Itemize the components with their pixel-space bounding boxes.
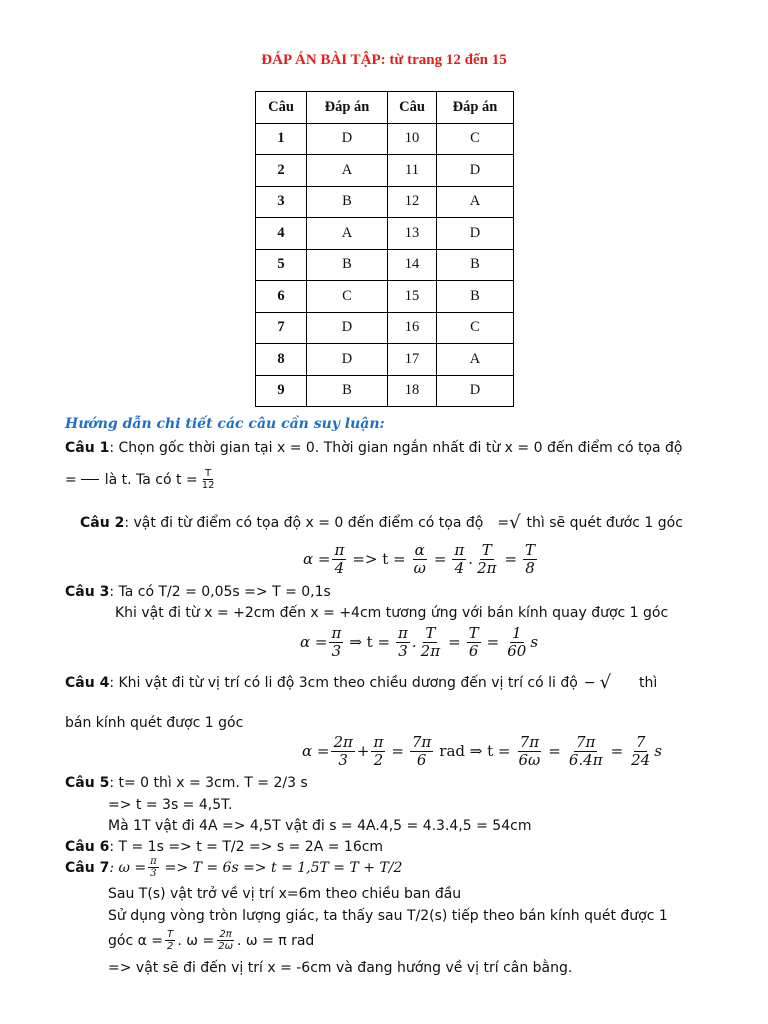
q4-frac-2 [371,734,385,768]
q4-frac-3-den: 6 [416,750,427,769]
q4-line1 [65,672,657,693]
q4-frac-1 [331,734,354,768]
q3-eq-op-1: ⇒ t = [349,633,391,651]
q4-frac-4-num: 7π [519,733,540,751]
q2-frac-1-den: 4 [334,558,345,577]
q1-text: : Chọn gốc thời gian tại x = 0. Thời gian ngắn nhất đi từ x = 0 đến điểm có tọa độ [109,440,683,456]
q3-frac-2-num: π [398,624,408,642]
q4-eq-alpha: α = [302,742,330,760]
q2-equation [303,542,539,576]
q7-l4-frac-1-den: 2 [167,941,174,952]
header-cau-2: Câu [388,92,437,124]
q7-eq-a: : ω = [109,859,147,876]
cell-dap-an: D [307,312,388,344]
cell-dap-an: D [437,218,514,250]
q3-frac-1 [329,625,343,659]
q7-line4-c: . ω = π rad [236,932,315,949]
cell-dap-an: B [307,375,388,407]
cell-cau-number: 16 [388,312,437,344]
q4-frac-1-num: 2π [333,733,353,751]
q7-line4-b: . ω = [177,932,215,949]
answer-table-body [256,123,514,407]
q3-frac-2-den: 3 [398,641,408,660]
q7-line4-a: góc α = [108,932,164,949]
q4-frac-4-den: 6ω [518,750,541,769]
q2-frac-1-num: π [334,541,345,559]
q1-line2-text: là t. Ta có t = [104,471,198,488]
table-row [256,123,514,155]
q1-fraction-stub [81,479,99,480]
cell-cau-number: 17 [388,344,437,376]
q2-frac-5-num: T [525,541,536,559]
q3-frac-4 [467,625,481,659]
cell-dap-an: A [307,218,388,250]
q5-line2: => t = 3s = 4,5T. [108,797,233,813]
guide-heading: Hướng dẫn chi tiết các câu cần suy luận: [65,416,385,432]
q3-frac-5-den: 60 [507,641,527,660]
table-row [256,155,514,187]
q5-line3: Mà 1T vật đi 4A => 4,5T vật đi s = 4A.4,5 = 4.3.4,5 = 54cm [108,818,532,834]
cell-cau-number: 2 [256,155,307,187]
q7-l4-frac-2-num: 2π [219,929,232,940]
q2-frac-3-den: 4 [454,558,465,577]
q3-frac-3-num: T [425,624,436,642]
page-title: ĐÁP ÁN BÀI TẬP: từ trang 12 đến 15 [261,52,507,68]
q2-equals-glyph: = [497,514,510,531]
cell-dap-an: A [307,155,388,187]
cell-dap-an: B [307,186,388,218]
q3-eq-alpha: α = [300,633,328,651]
cell-dap-an: C [307,281,388,313]
q7-l4-frac-1 [165,929,175,952]
cell-cau-number: 14 [388,249,437,281]
q2-frac-2-num: α [414,541,425,559]
q1-equals-glyph: = [65,471,77,488]
q6-line1 [65,839,383,855]
table-row [256,218,514,250]
q7-line4 [108,929,314,952]
cell-dap-an: A [437,186,514,218]
q4-frac-5 [567,734,605,768]
header-dap-an-2: Đáp án [437,92,514,124]
q4-text: : Khi vật đi từ vị trí có li độ 3cm theo chiều dương đến vị trí có li độ [109,674,578,691]
q4-eq-unit: s [654,742,662,760]
q3-frac-5 [505,625,528,659]
q2-frac-4-num: T [481,541,492,559]
q4-minus-glyph: − [583,674,596,691]
q2-text-end: thì sẽ quét đước 1 góc [526,514,683,531]
q7-frac [148,856,159,879]
q7-line1 [65,856,402,879]
q4-frac-5-den: 6.4π [568,750,603,769]
q2-sqrt-glyph: √ [509,512,521,533]
header-dap-an-1: Đáp án [307,92,388,124]
q6-text: : T = 1s => t = T/2 => s = 2A = 16cm [109,839,384,855]
q3-frac-3 [419,625,442,659]
q4-label: Câu 4 [65,674,110,691]
cell-cau-number: 6 [256,281,307,313]
q4-frac-6-num: 7 [635,733,646,751]
cell-cau-number: 3 [256,186,307,218]
q4-frac-5-num: 7π [576,733,596,751]
cell-dap-an: A [437,344,514,376]
q7-line3: Sử dụng vòng tròn lượng giác, ta thấy sau T/2(s) tiếp theo bán kính quét được 1 [108,908,668,924]
q3-frac-1-num: π [331,624,342,642]
q4-frac-6 [629,734,652,768]
q4-eq-rad: rad ⇒ t = [439,742,511,760]
cell-cau-number: 13 [388,218,437,250]
q3-eq-dot: . [411,633,417,651]
cell-dap-an: B [437,281,514,313]
q3-frac-4-den: 6 [468,641,479,660]
q4-frac-2-num: π [373,733,384,751]
q4-sqrt-glyph: √ [599,672,612,693]
q2-line1 [80,512,683,533]
q2-frac-5-den: 8 [525,558,535,577]
q1-line2 [65,468,218,491]
cell-dap-an: D [437,375,514,407]
q1-frac-num: T [205,468,212,479]
q3-frac-3-den: 2π [420,641,441,660]
cell-cau-number: 4 [256,218,307,250]
q7-label: Câu 7 [65,859,110,876]
q3-text: : Ta có T/2 = 0,05s => T = 0,1s [109,584,331,600]
q7-line5: => vật sẽ đi đến vị trí x = -6cm và đang hướng về vị trí cân bằng. [108,960,573,976]
q2-frac-4-den: 2π [477,558,497,577]
q1-line1 [65,440,683,456]
q3-equation [300,625,538,659]
q1-label: Câu 1 [65,440,110,456]
q4-eq-op-3: = [610,742,624,760]
header-cau-1: Câu [256,92,307,124]
table-row [256,375,514,407]
table-row [256,249,514,281]
cell-cau-number: 15 [388,281,437,313]
cell-cau-number: 18 [388,375,437,407]
cell-cau-number: 8 [256,344,307,376]
cell-dap-an: D [307,344,388,376]
table-row [256,312,514,344]
table-row [256,281,514,313]
q3-frac-1-den: 3 [331,641,342,660]
cell-cau-number: 10 [388,123,437,155]
q5-line1 [65,775,308,791]
q2-frac-1 [332,542,346,576]
q4-frac-4 [516,734,542,768]
table-row [256,344,514,376]
q7-l4-frac-2 [216,929,235,952]
q1-fraction [200,468,217,491]
q2-text: : vật đi từ điểm có tọa độ x = 0 đến điểm có tọa độ [124,514,484,531]
q7-l4-frac-2-den: 2ω [218,941,233,952]
cell-cau-number: 12 [388,186,437,218]
cell-cau-number: 7 [256,312,307,344]
q7-eq-b: => T = 6s => t = 1,5T = T + T/2 [164,859,403,876]
q3-frac-4-num: T [468,624,479,642]
q5-label: Câu 5 [65,775,110,791]
q3-eq-op-2: = [448,633,461,651]
cell-cau-number: 5 [256,249,307,281]
cell-dap-an: D [307,123,388,155]
q2-frac-2 [412,542,428,576]
q3-eq-unit: s [530,633,539,651]
q4-tail: thì [639,674,658,691]
table-header-row [256,92,514,124]
q2-eq-dot: . [468,550,474,568]
q2-eq-op-1: => t = [352,550,406,568]
q2-eq-op-2: = [433,550,447,568]
cell-dap-an: C [437,312,514,344]
q3-line2: Khi vật đi từ x = +2cm đến x = +4cm tương ứng với bán kính quay được 1 góc [115,605,669,621]
q4-line2: bán kính quét được 1 góc [65,715,244,731]
cell-cau-number: 9 [256,375,307,407]
q3-frac-2 [396,625,410,659]
q4-eq-op-1: = [391,742,404,760]
q2-frac-2-den: ω [413,558,426,577]
q3-line1 [65,584,331,600]
q7-line2: Sau T(s) vật trở về vị trí x=6m theo chiều ban đầu [108,886,462,902]
q4-frac-6-den: 24 [631,750,651,769]
cell-cau-number: 1 [256,123,307,155]
q2-frac-3-num: π [454,541,465,559]
cell-dap-an: B [307,249,388,281]
q4-frac-3 [410,734,433,768]
q4-frac-3-num: 7π [411,733,432,751]
q3-eq-op-3: = [486,633,500,651]
table-row [256,186,514,218]
cell-dap-an: C [437,123,514,155]
q2-frac-5 [523,542,537,576]
q1-frac-den: 12 [201,480,215,491]
q2-frac-4 [475,542,498,576]
q6-label: Câu 6 [65,839,110,855]
q2-eq-op-3: = [504,550,518,568]
q2-eq-alpha: α = [303,550,331,568]
q2-frac-3 [452,542,466,576]
q2-label: Câu 2 [80,514,125,531]
cell-dap-an: D [437,155,514,187]
q4-frac-1-den: 3 [338,750,348,769]
q3-frac-5-num: 1 [512,624,522,642]
answer-table [255,91,514,407]
q7-frac-num: π [150,856,157,867]
cell-dap-an: B [437,249,514,281]
q4-frac-2-den: 2 [373,750,384,769]
q3-label: Câu 3 [65,584,110,600]
q5-text: : t= 0 thì x = 3cm. T = 2/3 s [109,775,308,791]
cell-cau-number: 11 [388,155,437,187]
q4-eq-op-2: = [548,742,561,760]
q7-l4-frac-1-num: T [167,929,174,940]
q7-frac-den: 3 [150,868,157,879]
q4-equation [302,734,662,768]
q4-eq-plus: + [356,742,370,760]
